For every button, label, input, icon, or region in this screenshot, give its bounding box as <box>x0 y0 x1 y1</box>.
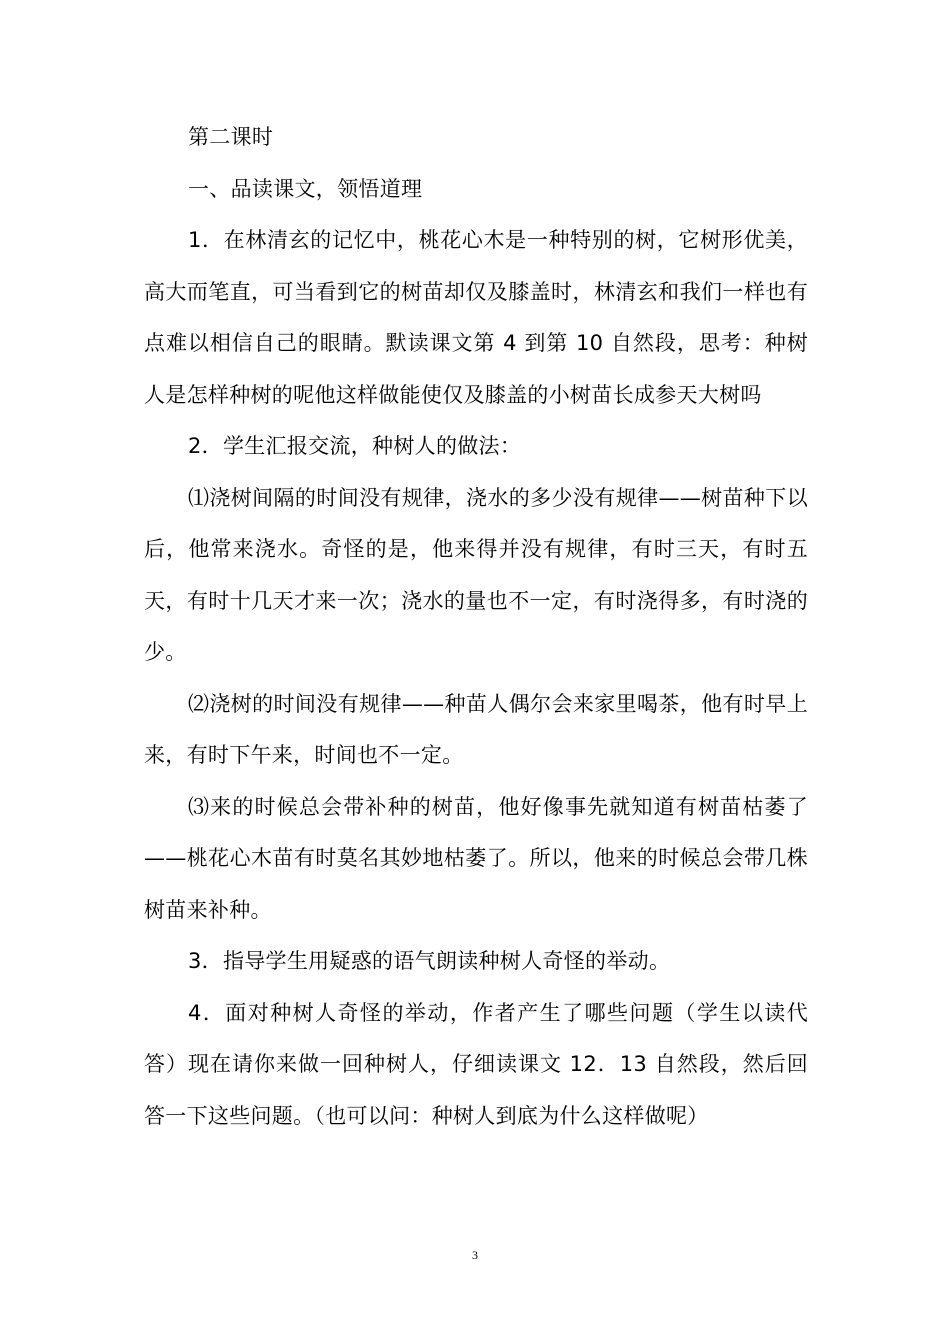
document-body <box>144 112 808 1142</box>
paragraph-item-4: 4．面对种树人奇怪的举动，作者产生了哪些问题（学生以读代答）现在请你来做一回种树人，仔细读课文 12．13 自然段，然后回答一下这些问题。（也可以问：种树人到底为什么这样做呢） <box>144 1000 808 1128</box>
paragraph-item-2: 2．学生汇报交流，种树人的做法： <box>188 434 522 458</box>
paragraph-item-3: 3．指导学生用疑惑的语气朗读种树人奇怪的举动。 <box>188 949 671 973</box>
paragraph-subitem-1: ⑴浇树间隔的时间没有规律，浇水的多少没有规律——树苗种下以后，他常来浇水。奇怪的是，他来得并没有规律，有时三天，有时五天，有时十几天才来一次；浇水的量也不一定，有时浇得多，有时浇的少。 <box>144 485 808 664</box>
paragraph-subitem-2: ⑵浇树的时间没有规律——种苗人偶尔会来家里喝茶，他有时早上来，有时下午来，时间也不一定。 <box>144 691 808 767</box>
paragraph-item-1: 1．在林清玄的记忆中，桃花心木是一种特别的树，它树形优美，高大而笔直，可当看到它的树苗却仅及膝盖时，林清玄和我们一样也有点难以相信自己的眼睛。默读课文第 4 到第 10 自然段，思考：种树人是怎样种树的呢他这样做能使仅及膝盖的小树苗长成参天大树吗 <box>144 228 808 407</box>
subsection-heading: 一、品读课文，领悟道理 <box>188 176 423 201</box>
paragraph-subitem-3: ⑶来的时候总会带补种的树苗，他好像事先就知道有树苗枯萎了——桃花心木苗有时莫名其妙地枯萎了。所以，他来的时候总会带几株树苗来补种。 <box>144 794 808 922</box>
page-number: 3 <box>472 1248 478 1262</box>
section-heading: 第二课时 <box>188 125 274 149</box>
